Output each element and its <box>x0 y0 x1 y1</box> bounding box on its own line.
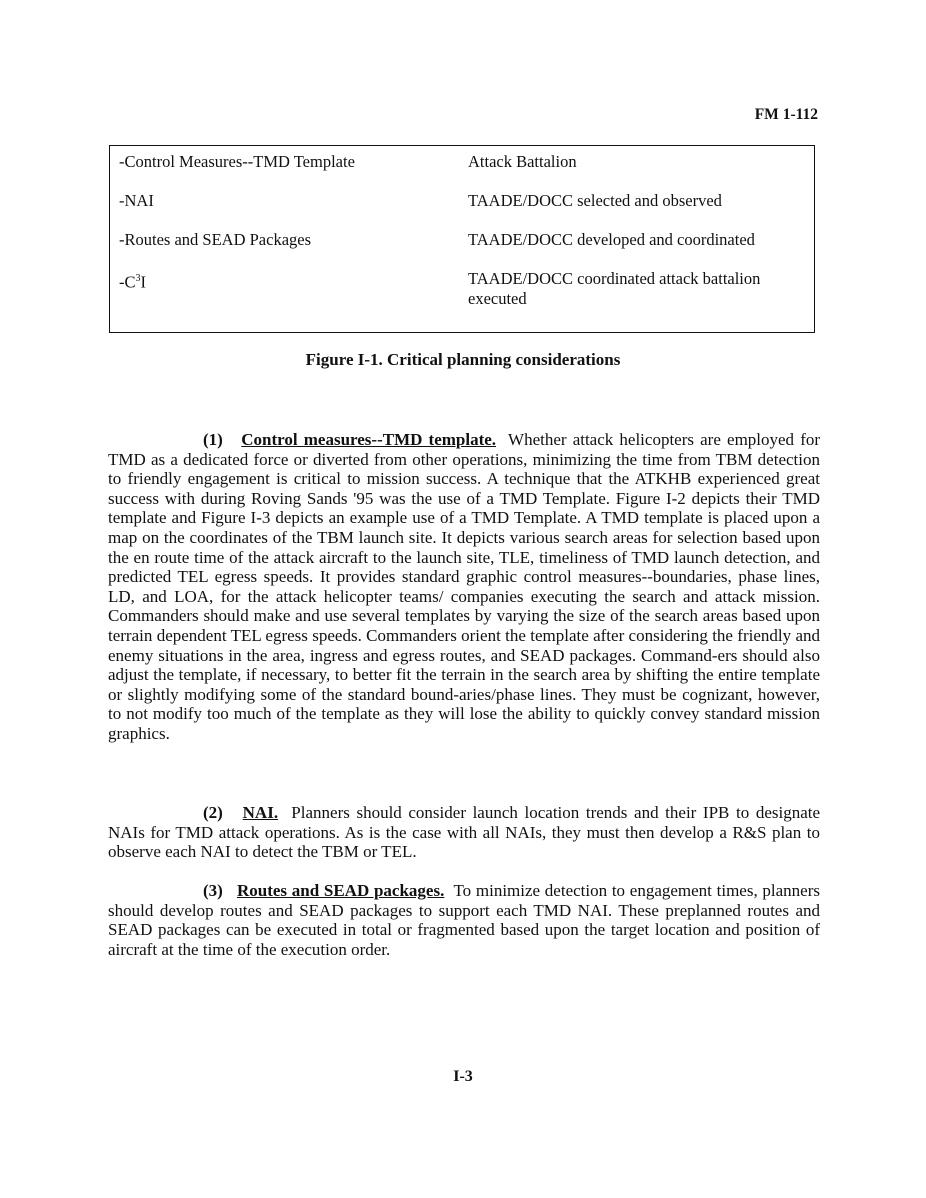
paragraph-body: To minimize detection to engagement times, planners should develop routes and SEAD packages to support each TMD NAI. These preplanned routes and SEAD packages can be executed in total or fragmented based upon the target location and position of aircraft at the time of the execution order. <box>108 881 821 959</box>
c3i-prefix: -C <box>119 272 136 292</box>
document-number: FM 1-112 <box>754 106 818 123</box>
paragraph-heading: Routes and SEAD packages. <box>236 881 445 900</box>
paragraph-number: (1) <box>203 430 223 449</box>
paragraph-nai <box>108 803 820 862</box>
table-cell-consideration: -Routes and SEAD Packages <box>119 230 312 249</box>
table-cell-consideration: -Control Measures--TMD Template <box>119 152 355 171</box>
table-cell-responsibility: TAADE/DOCC developed and coordinated <box>468 230 755 249</box>
planning-considerations-table <box>109 145 815 333</box>
c3i-superscript: 3 <box>135 273 141 284</box>
page-number: I-3 <box>453 1068 473 1085</box>
paragraph-routes-sead <box>108 881 820 959</box>
paragraph-body: Planners should consider launch location trends and their IPB to designate NAIs for TMD attack operations. As is the case with all NAIs, they must then develop a R&S plan to observe each NAI to detect the TBM or TEL. <box>108 803 821 862</box>
figure-caption: Figure I-1. Critical planning considerations <box>305 350 621 369</box>
table-cell-responsibility: TAADE/DOCC selected and observed <box>468 191 722 210</box>
paragraph-heading: NAI. <box>242 803 279 822</box>
paragraph-heading: Control measures--TMD template. <box>241 430 497 449</box>
table-cell-consideration: -NAI <box>119 191 154 210</box>
paragraph-control-measures <box>108 430 820 744</box>
table-cell-consideration <box>119 269 146 293</box>
table-cell-responsibility: Attack Battalion <box>468 152 577 171</box>
paragraph-body: Whether attack helicopters are employed for TMD as a dedicated force or diverted from other operations, minimizing the time from TBM detection to friendly engagement is critical to mission success. A technique that the ATKHB experienced great success with during Roving Sands '95 was the use of a TMD Template. Figure I-2 depicts their TMD template and Figure I-3 depicts an example use of a TMD Template. A TMD template is placed upon a map on the coordinates of the TBM launch site. It depicts various search areas for selection based upon the en route time of the attack aircraft to the launch site, TLE, timeliness of TMD launch detection, and predicted TEL egress speeds. It provides standard graphic control measures--boundaries, phase lines, LD, and LOA, for the attack helicopter teams/ companies executing the search and attack mission. Commanders should make and use several templates by varying the size of the search areas based upon terrain dependent TEL egress speeds. Commanders orient the template after considering the friendly and enemy situations in the area, ingress and egress routes, and SEAD packages. Command-ers should also adjust the template, if necessary, to better fit the terrain in the search area by shifting the entire template or slightly modifying some of the standard bound-aries/phase lines. They must be cognizant, however, to not modify too much of the template as they will lose the ability to quickly convey standard mission graphics. <box>108 430 821 743</box>
table-cell-responsibility: TAADE/DOCC coordinated attack battalion executed <box>468 269 761 308</box>
paragraph-number: (3) <box>203 881 223 900</box>
c3i-suffix: I <box>140 272 146 292</box>
paragraph-number: (2) <box>203 803 223 822</box>
